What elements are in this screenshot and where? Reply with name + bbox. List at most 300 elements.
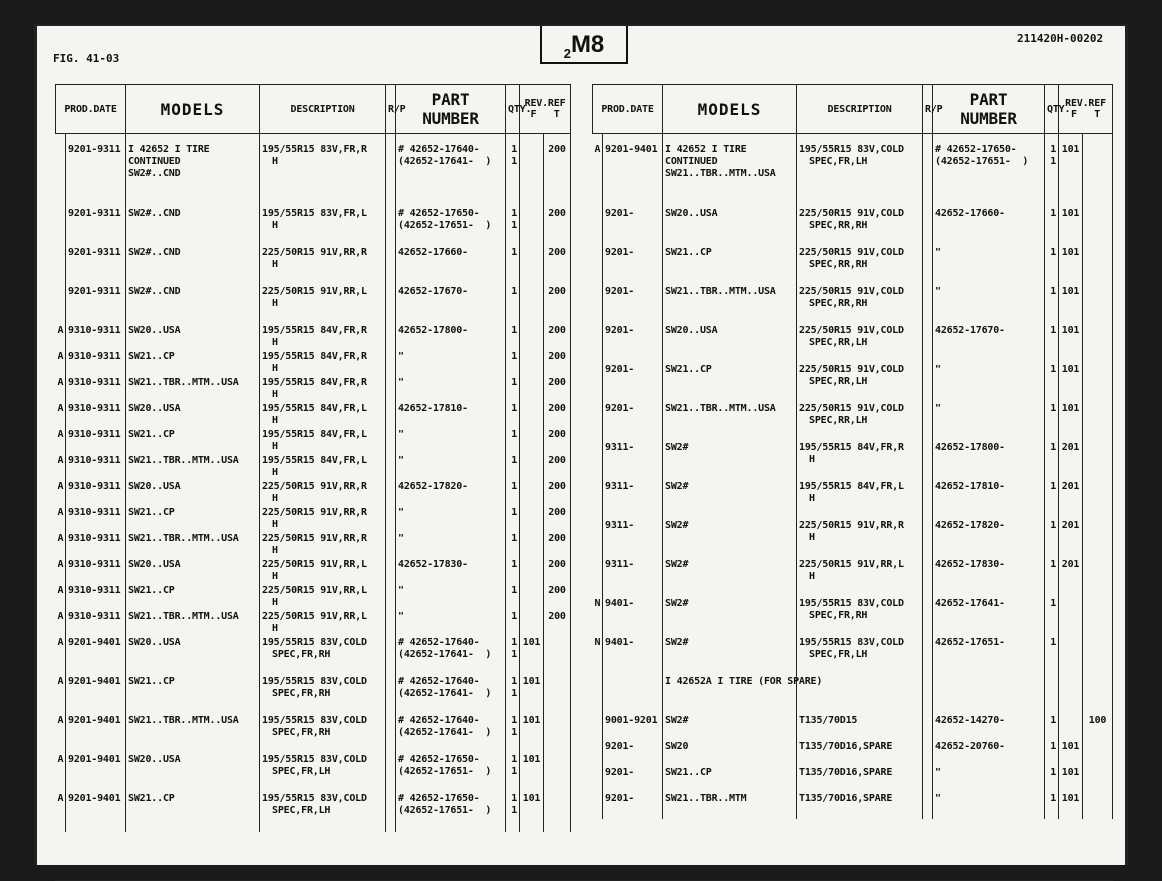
models-cell [126,754,260,793]
description-line1: T135/70D16,SPARE [799,741,893,752]
rev-to: 200 [544,533,571,559]
models-cell [663,481,797,520]
description-cell [260,793,386,832]
rev-from: 101 [1059,364,1083,403]
description-cell [797,559,923,598]
rev-to: 200 [544,286,571,325]
description-line1: 195/55R15 84V,FR,L [799,481,904,492]
part-number: 42652-17820- [398,481,468,492]
description-line1: 195/55R15 83V,FR,L [262,208,367,219]
models-cell [126,611,260,637]
rp-cell [923,715,933,741]
table-row [56,377,571,403]
part-number: 42652-17660- [935,208,1005,219]
description-line1: 225/50R15 91V,RR,L [262,585,367,596]
rev-from: 101 [1059,208,1083,247]
qty-alt: 1 [511,688,518,699]
description-line2: H [809,454,815,465]
prod-date: 9310-9311 [66,403,126,429]
rev-to [1083,559,1113,598]
table-row [56,507,571,533]
remark-code [593,364,603,403]
rp-cell [386,325,396,351]
description-line2: SPEC,FR,LH [272,805,331,816]
description-line1: 195/55R15 83V,COLD [262,715,367,726]
prod-date: 9310-9311 [66,377,126,403]
rev-from [520,377,544,403]
model-code: SW21..CP [128,676,175,687]
qty-cell [506,676,520,715]
qty-cell [506,754,520,793]
prod-date: 9401- [603,598,663,637]
table-row [56,481,571,507]
description-line2: SPEC,FR,LH [809,649,868,660]
rp-cell [386,507,396,533]
description-line1: T135/70D16,SPARE [799,767,893,778]
rp-cell [386,208,396,247]
part-number-cell [396,507,506,533]
rev-to: 200 [544,351,571,377]
description-cell [797,793,923,819]
table-row [593,598,1113,637]
description-line2: H [272,389,278,400]
qty-cell [1045,134,1059,209]
rev-from [520,585,544,611]
table-row [593,520,1113,559]
description-line2: H [272,571,278,582]
remark-code [593,520,603,559]
part-number-cell [396,351,506,377]
table-row [56,403,571,429]
description-cell [260,611,386,637]
table-row [593,442,1113,481]
table-row [56,247,571,286]
qty: 1 [511,403,518,414]
description-line1: 195/55R15 83V,COLD [262,754,367,765]
part-number: 42652-17820- [935,520,1005,531]
qty: 1 [511,481,518,492]
model-code: SW21..CP [128,507,175,518]
part-number-cell [933,403,1045,442]
description-line2: H [272,597,278,608]
rev-to [1083,481,1113,520]
table-row [593,134,1113,209]
prod-date: 9201- [603,208,663,247]
remark-code: N [593,637,603,676]
description-line1: 225/50R15 91V,COLD [799,208,904,219]
description-cell [260,754,386,793]
remark-code: A [56,559,66,585]
model-code: SW21..CP [665,247,712,258]
remark-code: A [56,403,66,429]
models-cell [663,741,797,767]
part-number-cell [933,676,1045,715]
rev-to [544,637,571,676]
part-number: # 42652-17650- [935,144,1017,155]
remark-code: A [56,507,66,533]
description-line2: H [809,571,815,582]
qty-cell [1045,247,1059,286]
description-cell [797,741,923,767]
rev-to [1083,793,1113,819]
group-heading: I 42652 I TIRE [665,144,747,155]
rev-to: 200 [544,611,571,637]
rev-to [1083,134,1113,209]
rev-to: 200 [544,455,571,481]
rp-cell [923,637,933,676]
qty-cell [506,715,520,754]
rev-to [1083,208,1113,247]
qty: 1 [511,247,518,258]
part-number: " [398,351,404,362]
table-row [593,364,1113,403]
part-number-cell [396,676,506,715]
parts-table-right [592,84,1113,819]
prod-date: 9310-9311 [66,533,126,559]
rp-cell [923,134,933,209]
qty-alt: 1 [1050,156,1057,167]
qty: 1 [511,637,518,648]
qty-cell [1045,793,1059,819]
description-cell [260,325,386,351]
part-number-cell [933,559,1045,598]
rev-from [1059,676,1083,715]
description-line1: 195/55R15 84V,FR,R [262,325,367,336]
rev-to [1083,741,1113,767]
prod-date: 9201- [603,767,663,793]
description-line2: H [809,493,815,504]
qty-alt: 1 [511,805,518,816]
description-cell [260,208,386,247]
rev-to [1083,676,1113,715]
description-line1: 225/50R15 91V,RR,L [262,286,367,297]
description-line1: 225/50R15 91V,COLD [799,403,904,414]
part-number: " [935,767,941,778]
table-row [56,325,571,351]
remark-code [593,442,603,481]
qty: 1 [511,507,518,518]
qty: 1 [1050,741,1057,752]
description-cell [260,676,386,715]
model-code: SW21..CP [665,364,712,375]
rev-to: 200 [544,377,571,403]
qty: 1 [511,559,518,570]
group-continued: CONTINUED [665,156,718,167]
qty-alt: 1 [511,220,518,231]
part-number: 42652-17660- [398,247,468,258]
qty: 1 [1050,286,1057,297]
qty: 1 [1050,520,1057,531]
remark-code: A [56,611,66,637]
description-cell [260,585,386,611]
part-number: " [935,793,941,804]
description-line2: H [272,415,278,426]
description-cell [260,715,386,754]
part-number-cell [396,585,506,611]
description-line1: T135/70D15 [799,715,858,726]
description-line1: 225/50R15 91V,RR,L [262,611,367,622]
model-code: SW21..TBR..MTM..USA [128,533,239,544]
qty-cell [1045,559,1059,598]
description-line2: SPEC,FR,LH [809,156,868,167]
description-line1: 225/50R15 91V,RR,R [262,247,367,258]
prod-date: 9201-9401 [66,676,126,715]
models-cell [663,793,797,819]
table-row [593,325,1113,364]
qty: 1 [511,754,518,765]
rp-cell [923,767,933,793]
table-row [593,741,1113,767]
rev-to: 200 [544,507,571,533]
rev-to [1083,598,1113,637]
rev-from [520,533,544,559]
remark-code: N [593,598,603,637]
description-cell [797,767,923,793]
description-line2: H [272,220,278,231]
prod-date: 9310-9311 [66,481,126,507]
models-cell [126,637,260,676]
models-cell [126,208,260,247]
rev-to: 200 [544,247,571,286]
part-number-cell [933,286,1045,325]
rev-to: 200 [544,481,571,507]
qty: 1 [511,793,518,804]
description-line2: SPEC,RR,RH [809,298,868,309]
description-cell [260,559,386,585]
model-code: SW20..USA [128,325,181,336]
models-cell [126,533,260,559]
prod-date: 9201- [603,325,663,364]
qty: 1 [1050,144,1057,155]
description-cell [797,520,923,559]
part-number: # 42652-17650- [398,793,480,804]
part-number-cell [396,754,506,793]
description-line1: 195/55R15 83V,COLD [799,598,904,609]
part-number: 42652-17651- [935,637,1005,648]
model-code: SW20..USA [128,403,181,414]
part-number: 42652-17830- [398,559,468,570]
rev-to: 200 [544,585,571,611]
part-number: 42652-17830- [935,559,1005,570]
models-cell [126,403,260,429]
description-line2: H [809,532,815,543]
model-code: SW21..CP [665,767,712,778]
rev-to: 200 [544,429,571,455]
prod-date: 9311- [603,559,663,598]
description-line1: 195/55R15 84V,FR,R [799,442,904,453]
rev-to: 200 [544,559,571,585]
models-cell [126,715,260,754]
part-number-cell [933,247,1045,286]
qty: 1 [1050,559,1057,570]
remark-code [593,676,603,715]
model-code: SW21..TBR..MTM..USA [128,377,239,388]
part-number: # 42652-17640- [398,676,480,687]
part-number-cell [933,741,1045,767]
qty-cell [506,247,520,286]
parts-catalog-sheet [34,24,1128,865]
part-number-cell [396,247,506,286]
qty-cell [1045,715,1059,741]
model-code: SW21..TBR..MTM..USA [128,455,239,466]
table-row [593,247,1113,286]
qty: 1 [1050,247,1057,258]
remark-code: A [56,585,66,611]
rp-cell [923,676,933,715]
rp-cell [386,793,396,832]
description-line1: 195/55R15 84V,FR,R [262,351,367,362]
remark-code: A [56,351,66,377]
qty-cell [1045,741,1059,767]
models-cell [126,455,260,481]
qty-cell [506,134,520,209]
description-cell [797,286,923,325]
description-cell [260,377,386,403]
qty: 1 [1050,403,1057,414]
description-line1: 195/55R15 84V,FR,L [262,455,367,466]
description-line1: 195/55R15 84V,FR,R [262,377,367,388]
prod-date: 9201-9311 [66,247,126,286]
description-cell [260,134,386,209]
qty-alt: 1 [511,766,518,777]
description-cell [797,403,923,442]
description-line2: H [272,363,278,374]
qty-cell [506,481,520,507]
remark-code: A [56,793,66,832]
part-number: " [398,429,404,440]
description-cell [260,403,386,429]
prod-date: 9201-9401 [66,754,126,793]
models-cell [663,134,797,209]
qty-cell [506,559,520,585]
models-cell [663,208,797,247]
description-line1: 195/55R15 83V,FR,R [262,144,367,155]
rev-from [520,611,544,637]
table-row [56,676,571,715]
table-row [593,208,1113,247]
prod-date: 9201-9311 [66,208,126,247]
rev-to: 200 [544,325,571,351]
qty-cell [506,351,520,377]
description-cell [797,442,923,481]
models-cell [663,364,797,403]
rev-to: 100 [1083,715,1113,741]
qty: 1 [511,611,518,622]
description-cell [260,481,386,507]
models-cell [663,520,797,559]
description-line1: 225/50R15 91V,RR,R [262,533,367,544]
qty-cell [1045,442,1059,481]
description-line2: H [272,259,278,270]
prod-date: 9201-9401 [66,715,126,754]
prod-date: 9401- [603,637,663,676]
description-line2: SPEC,RR,RH [809,259,868,270]
col-rev-ref: REV.REF F T [520,85,571,134]
description-line2: H [272,623,278,634]
remark-code [593,286,603,325]
rp-cell [923,559,933,598]
remark-code [593,247,603,286]
qty-cell [506,429,520,455]
part-number-cell [396,455,506,481]
prod-date [603,676,663,715]
col-models: MODELS [663,85,797,134]
rev-from: 101 [520,754,544,793]
description-line1: 195/55R15 83V,COLD [262,637,367,648]
qty-cell [1045,676,1059,715]
rp-cell [386,754,396,793]
rev-from [520,507,544,533]
part-number-alt: (42652-17641- ) [398,727,492,738]
remark-code: A [56,429,66,455]
part-number-cell [933,208,1045,247]
description-cell [797,247,923,286]
description-cell [260,637,386,676]
rev-to [1083,637,1113,676]
part-number: " [398,585,404,596]
part-number-cell [396,377,506,403]
qty: 1 [511,325,518,336]
part-number-alt: (42652-17651- ) [398,766,492,777]
rp-cell [386,286,396,325]
models-cell [663,676,823,715]
description-line1: 195/55R15 84V,FR,L [262,403,367,414]
group-heading: I 42652 I TIRE [128,144,210,155]
page-number-box [540,26,628,64]
prod-date: 9201-9401 [66,793,126,832]
model-code: SW21..TBR..MTM..USA [665,168,776,179]
model-code: SW2#..CND [128,168,181,179]
rev-from: 101 [520,637,544,676]
prod-date: 9311- [603,442,663,481]
remark-code [56,247,66,286]
prod-date: 9201- [603,741,663,767]
description-line2: H [272,337,278,348]
remark-code: A [56,377,66,403]
rev-from [1059,637,1083,676]
models-cell [663,325,797,364]
remark-code: A [56,455,66,481]
rp-cell [386,403,396,429]
col-qty: QTY. [1045,85,1059,134]
rev-from [520,455,544,481]
qty: 1 [511,715,518,726]
rp-cell [386,455,396,481]
rp-cell [923,325,933,364]
model-code: SW2# [665,715,689,726]
prod-date: 9201-9401 [66,637,126,676]
group-continued: CONTINUED [128,156,181,167]
rp-cell [923,741,933,767]
part-number: " [398,507,404,518]
models-cell [663,598,797,637]
description-line2: SPEC,RR,LH [809,376,868,387]
qty: 1 [1050,208,1057,219]
prod-date: 9310-9311 [66,455,126,481]
qty: 1 [511,144,518,155]
qty-cell [506,585,520,611]
qty-cell [1045,481,1059,520]
models-cell [126,325,260,351]
rp-cell [386,637,396,676]
rev-to [1083,767,1113,793]
models-cell [126,481,260,507]
part-number: " [398,533,404,544]
rev-to [1083,442,1113,481]
rp-cell [386,377,396,403]
rev-to [1083,325,1113,364]
description-line1: 195/55R15 84V,FR,L [262,429,367,440]
